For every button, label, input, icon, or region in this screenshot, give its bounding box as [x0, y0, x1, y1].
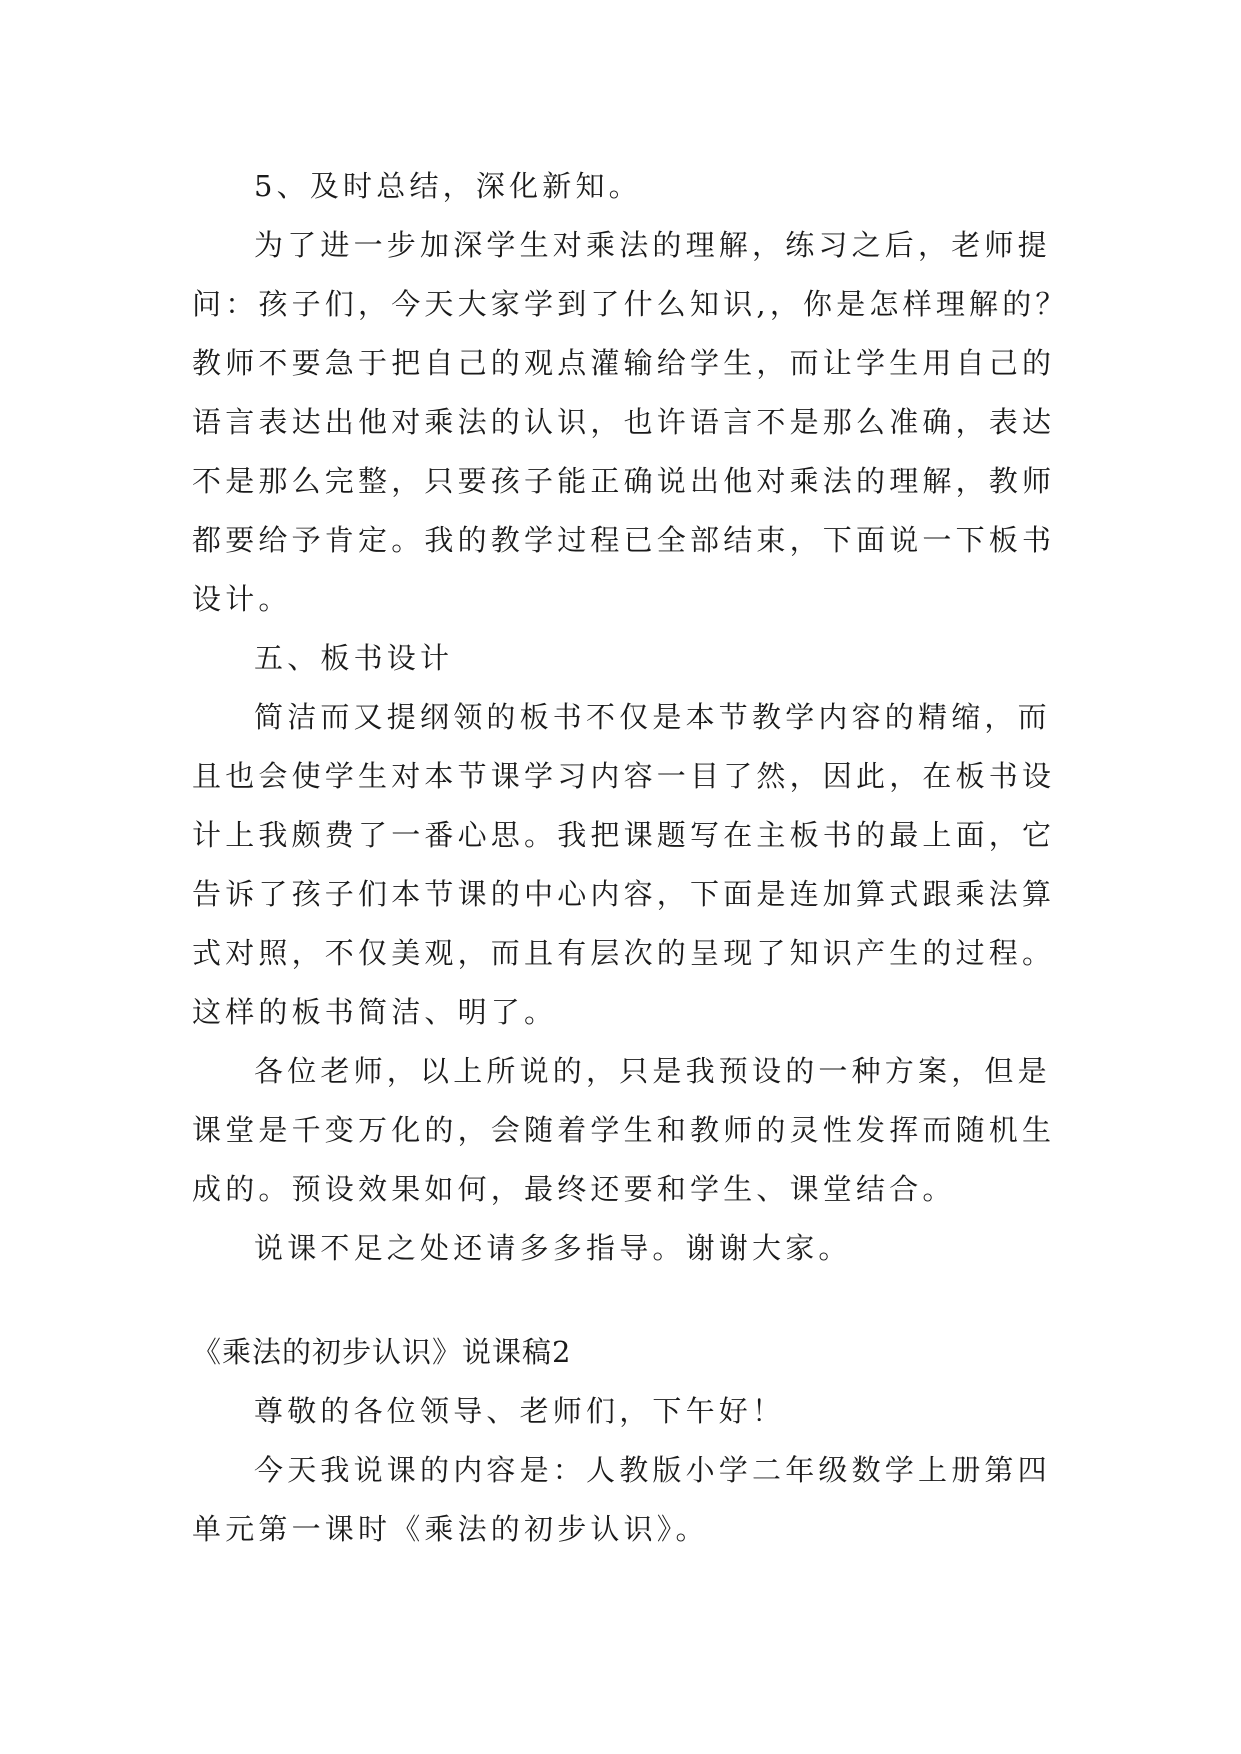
text-line: 这样的板书简洁、明了。 [192, 995, 558, 1029]
text-line: 都要给予肯定。我的教学过程已全部结束，下面说一下板书 [192, 523, 1056, 557]
text-line: 问：孩子们，今天大家学到了什么知识,，你是怎样理解的？ [192, 287, 1069, 321]
text-line: 课堂是千变万化的，会随着学生和教师的灵性发挥而随机生 [192, 1113, 1056, 1147]
text-line: 式对照，不仅美观，而且有层次的呈现了知识产生的过程。 [192, 936, 1056, 970]
text-line: 单元第一课时《乘法的初步认识》。 [192, 1512, 709, 1546]
text-line: 各位老师，以上所说的，只是我预设的一种方案，但是 [254, 1054, 1051, 1088]
text-line: 简洁而又提纲领的板书不仅是本节教学内容的精缩，而 [254, 700, 1051, 734]
text-line: 语言表达出他对乘法的认识，也许语言不是那么准确，表达 [192, 405, 1056, 439]
text-line: 说课不足之处还请多多指导。谢谢大家。 [254, 1231, 852, 1265]
document-title: 《乘法的初步认识》说课稿2 [192, 1335, 572, 1369]
text-line: 设计。 [192, 582, 292, 616]
text-line: 不是那么完整，只要孩子能正确说出他对乘法的理解，教师 [192, 464, 1056, 498]
text-line: 为了进一步加深学生对乘法的理解，练习之后，老师提 [254, 228, 1051, 262]
text-line: 计上我颇费了一番心思。我把课题写在主板书的最上面，它 [192, 818, 1056, 852]
text-line: 告诉了孩子们本节课的中心内容，下面是连加算式跟乘法算 [192, 877, 1056, 911]
text-line: 成的。预设效果如何，最终还要和学生、课堂结合。 [192, 1172, 956, 1206]
text-line: 教师不要急于把自己的观点灌输给学生，而让学生用自己的 [192, 346, 1056, 380]
text-line: 且也会使学生对本节课学习内容一目了然，因此，在板书设 [192, 759, 1056, 793]
section-heading-board-design: 五、板书设计 [254, 641, 454, 675]
paragraph-heading-summary: 5、及时总结，深化新知。 [254, 169, 642, 203]
text-line: 今天我说课的内容是：人教版小学二年级数学上册第四 [254, 1453, 1051, 1487]
greeting-line: 尊敬的各位领导、老师们，下午好！ [254, 1394, 786, 1428]
